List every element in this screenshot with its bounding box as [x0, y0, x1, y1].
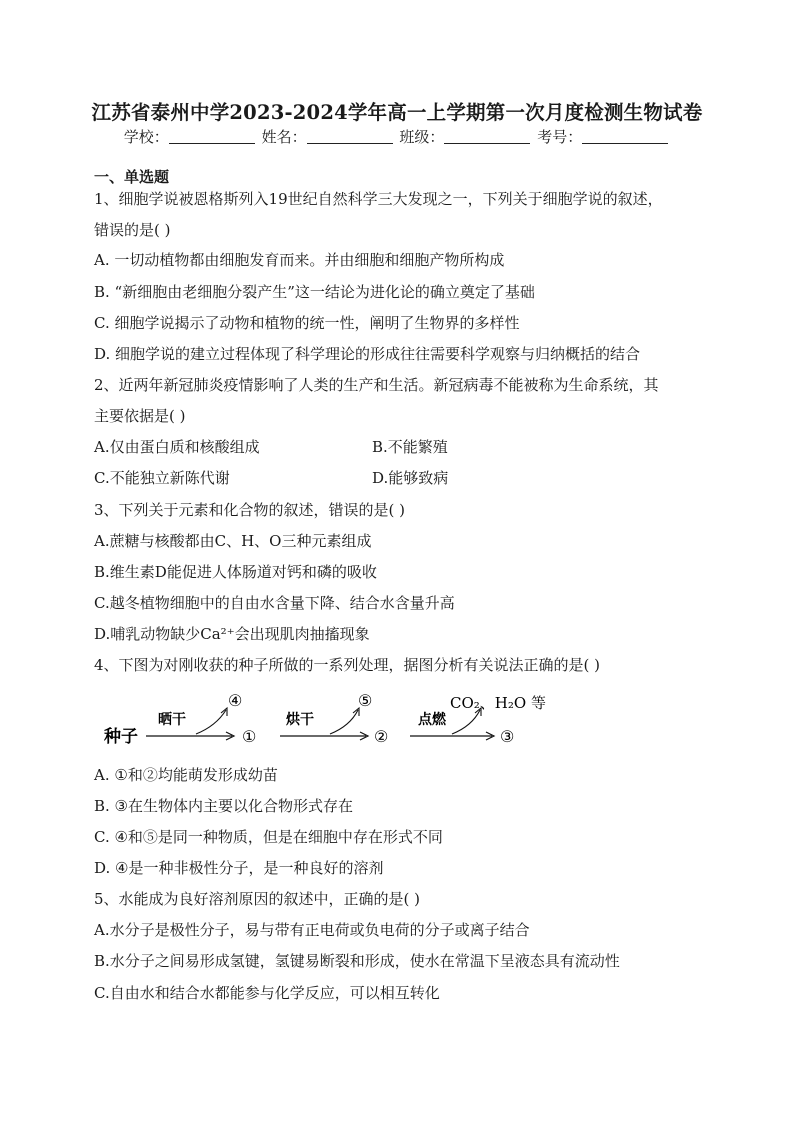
name-label: 姓名： [261, 128, 307, 146]
exam-number-blank [582, 129, 668, 144]
result-1: ① [242, 727, 257, 746]
q2-stem-line1: 2、近两年新冠肺炎疫情影响了人类的生产和生活。新冠病毒不能被称为生命系统，其 [94, 376, 659, 394]
q3-stem: 3、下列关于元素和化合物的叙述，错误的是( ) [94, 501, 406, 519]
student-info-line [0, 126, 794, 147]
product-5: ⑤ [358, 691, 373, 710]
class-blank [444, 129, 530, 144]
branch-step3 [452, 710, 480, 734]
q5-option-c: C.自由水和结合水都能参与化学反应，可以相互转化 [94, 984, 440, 1002]
q4-option-c: C. ④和⑤是同一种物质，但是在细胞中存在形式不同 [94, 828, 443, 846]
q3-option-d: D.哺乳动物缺少Ca²⁺会出现肌肉抽搐现象 [94, 625, 370, 643]
exam-title: 江苏省泰州中学2023-2024学年高一上学期第一次月度检测生物试卷 [91, 101, 703, 124]
q3-option-b: B.维生素D能促进人体肠道对钙和磷的吸收 [94, 563, 377, 581]
q2-option-b: B.不能繁殖 [372, 438, 448, 456]
action-dry-oven: 烘干 [286, 712, 314, 728]
q1-option-a: A. 一切动植物都由细胞发育而来。并由细胞和细胞产物所构成 [94, 251, 505, 269]
branch-step1 [196, 710, 226, 734]
q2-stem-line2: 主要依据是( ) [94, 407, 186, 425]
q5-option-b: B.水分子之间易形成氢键，氢键易断裂和形成，使水在常温下呈液态具有流动性 [94, 952, 620, 970]
q1-option-d: D. 细胞学说的建立过程体现了科学理论的形成往往需要科学观察与归纳概括的结合 [94, 345, 641, 363]
name-blank [307, 129, 393, 144]
q4-option-a: A. ①和②均能萌发形成幼苗 [94, 766, 278, 784]
action-dry-sun: 晒干 [158, 712, 186, 728]
q1-option-b: B. “新细胞由老细胞分裂产生”这一结论为进化论的确立奠定了基础 [94, 283, 535, 301]
result-2: ② [374, 727, 389, 746]
q2-option-d: D.能够致病 [372, 469, 449, 487]
q5-option-a: A.水分子是极性分子，易与带有正电荷或负电荷的分子或离子结合 [94, 921, 530, 939]
q1-stem-line2: 错误的是( ) [94, 221, 171, 239]
result-3: ③ [500, 727, 515, 746]
seed-processing-diagram [100, 686, 570, 752]
q1-option-c: C. 细胞学说揭示了动物和植物的统一性，阐明了生物界的多样性 [94, 314, 520, 332]
q3-option-c: C.越冬植物细胞中的自由水含量下降、结合水含量升高 [94, 594, 455, 612]
product-co2-h2o: CO₂、H₂O 等 [450, 694, 546, 712]
branch-step2 [330, 710, 358, 734]
product-4: ④ [228, 691, 243, 710]
school-label: 学校： [123, 128, 169, 146]
section-heading: 一、单选题 [94, 168, 170, 186]
q4-option-b: B. ③在生物体内主要以化合物形式存在 [94, 797, 354, 815]
diagram-seed-label: 种子 [104, 727, 138, 747]
school-blank [169, 129, 255, 144]
class-label: 班级： [399, 128, 445, 146]
q3-option-a: A.蔗糖与核酸都由C、H、O三种元素组成 [94, 532, 372, 550]
q4-option-d: D. ④是一种非极性分子，是一种良好的溶剂 [94, 859, 384, 877]
q2-option-a: A.仅由蛋白质和核酸组成 [94, 438, 260, 456]
q4-stem: 4、下图为对刚收获的种子所做的一系列处理，据图分析有关说法正确的是( ) [94, 656, 601, 674]
q5-stem: 5、水能成为良好溶剂原因的叙述中，正确的是( ) [94, 890, 421, 908]
branch-step1-head [221, 708, 227, 716]
q1-stem-line1: 1、细胞学说被恩格斯列入19世纪自然科学三大发现之一，下列关于细胞学说的叙述， [94, 190, 663, 208]
action-burn: 点燃 [418, 712, 446, 728]
q2-option-c: C.不能独立新陈代谢 [94, 469, 230, 487]
exam-number-label: 考号： [537, 128, 583, 146]
